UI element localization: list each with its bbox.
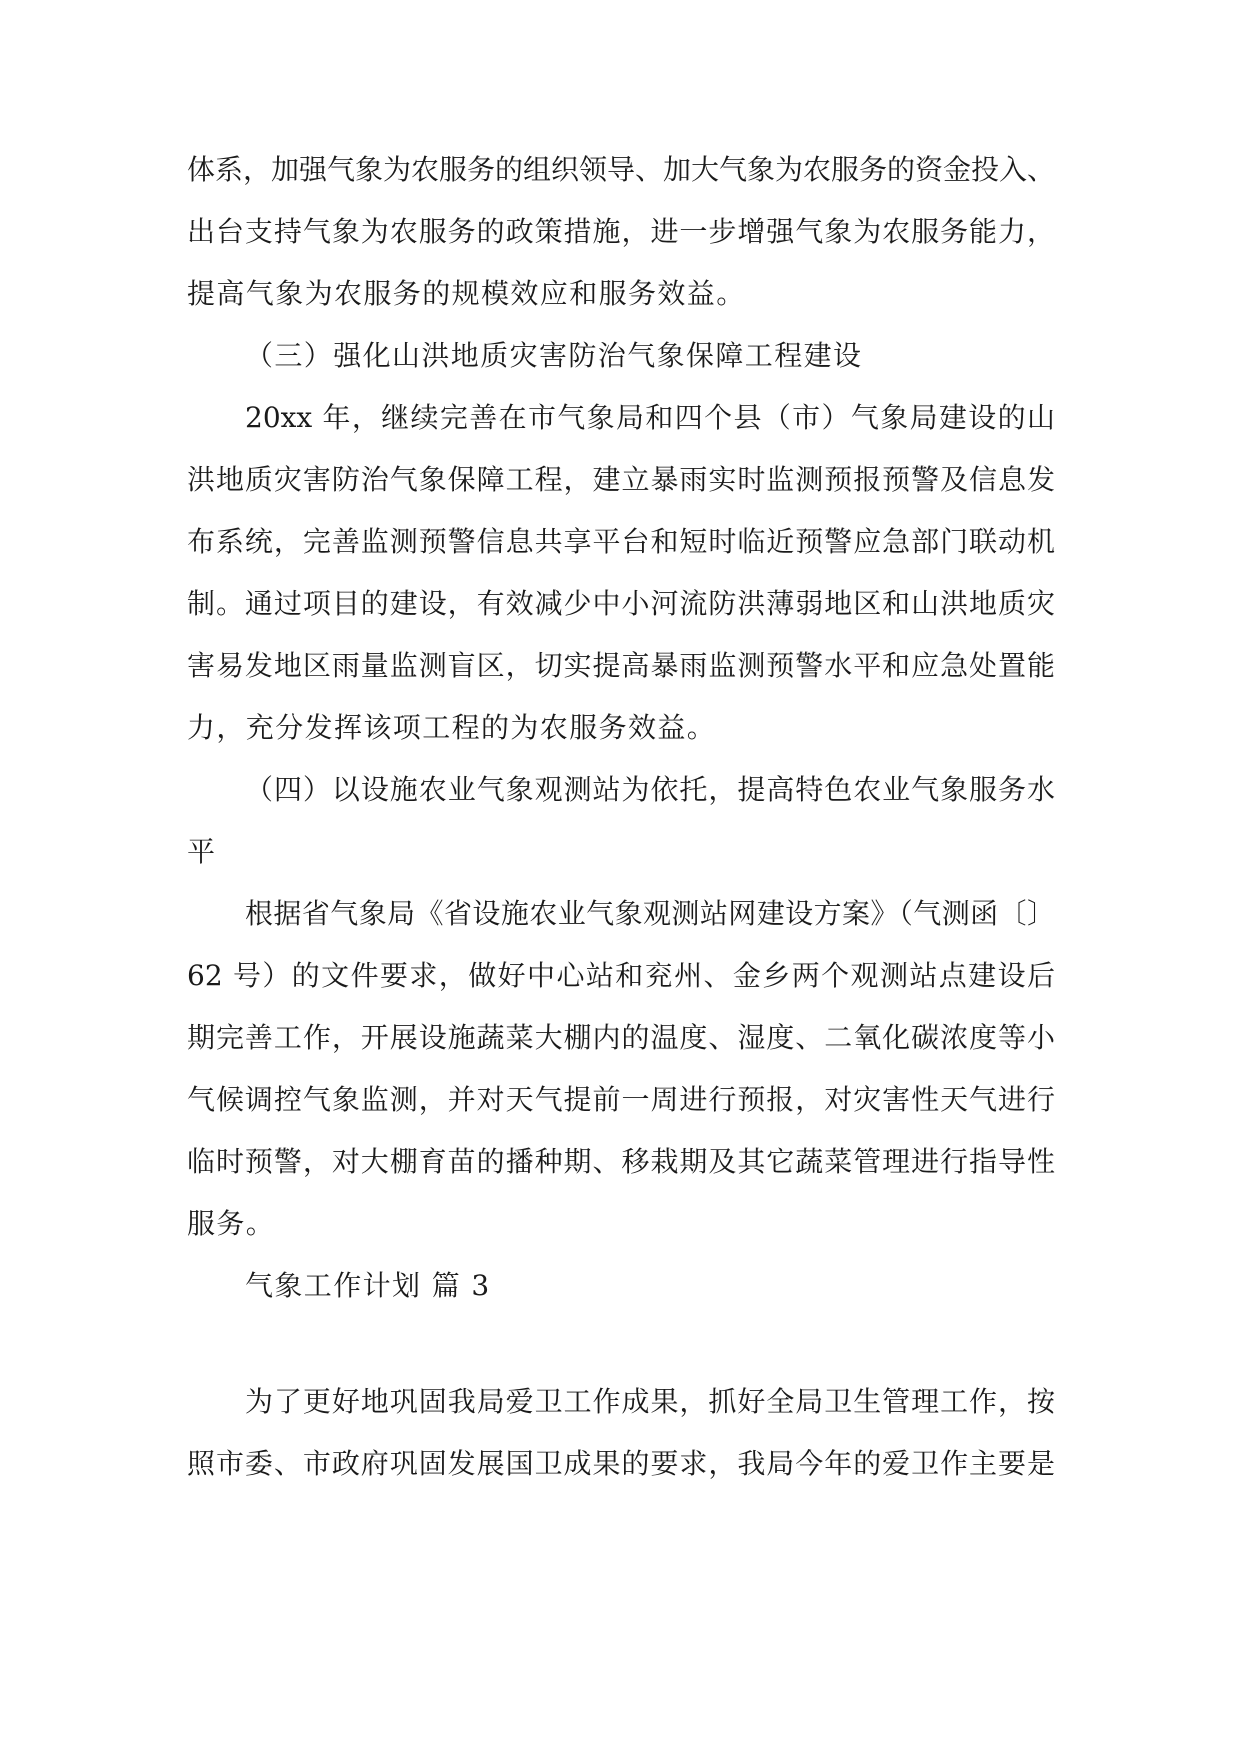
article-title-part3: 气象工作计划 篇 3 <box>245 1269 491 1302</box>
section-heading-4-continued: 平 <box>187 835 217 868</box>
body-text-line: 制。通过项目的建设，有效减少中小河流防洪薄弱地区和山洪地质灾 <box>187 587 1055 620</box>
body-text-line: 62 号）的文件要求，做好中心站和兖州、金乡两个观测站点建设后 <box>187 959 1055 992</box>
body-text-line: 气候调控气象监测，并对天气提前一周进行预报，对灾害性天气进行 <box>187 1083 1055 1116</box>
body-text-line: 期完善工作，开展设施蔬菜大棚内的温度、湿度、二氧化碳浓度等小 <box>187 1021 1055 1054</box>
body-text-line: 害易发地区雨量监测盲区，切实提高暴雨监测预警水平和应急处置能 <box>187 649 1055 682</box>
body-text-line: 提高气象为农服务的规模效应和服务效益。 <box>187 277 746 310</box>
body-text-line: 服务。 <box>187 1207 276 1240</box>
body-text-line: 根据省气象局《省设施农业气象观测站网建设方案》（气测函〔〕 <box>245 897 1055 930</box>
body-text-line: 力，充分发挥该项工程的为农服务效益。 <box>187 711 717 744</box>
body-text-line: 临时预警，对大棚育苗的播种期、移栽期及其它蔬菜管理进行指导性 <box>187 1145 1055 1178</box>
body-text-line: 20xx 年，继续完善在市气象局和四个县（市）气象局建设的山 <box>245 401 1055 434</box>
body-text-line: 布系统，完善监测预警信息共享平台和短时临近预警应急部门联动机 <box>187 525 1055 558</box>
body-text-line: 体系，加强气象为农服务的组织领导、加大气象为农服务的资金投入、 <box>187 153 1056 186</box>
body-text-line: 为了更好地巩固我局爱卫工作成果，抓好全局卫生管理工作，按 <box>245 1385 1055 1418</box>
body-text-line: 照市委、市政府巩固发展国卫成果的要求，我局今年的爱卫作主要是 <box>187 1447 1055 1480</box>
section-heading-4: （四）以设施农业气象观测站为依托，提高特色农业气象服务水 <box>245 773 1055 806</box>
body-text-line: 出台支持气象为农服务的政策措施，进一步增强气象为农服务能力， <box>187 215 1055 248</box>
section-heading-3: （三）强化山洪地质灾害防治气象保障工程建设 <box>245 339 863 372</box>
body-text-line: 洪地质灾害防治气象保障工程，建立暴雨实时监测预报预警及信息发 <box>187 463 1055 496</box>
